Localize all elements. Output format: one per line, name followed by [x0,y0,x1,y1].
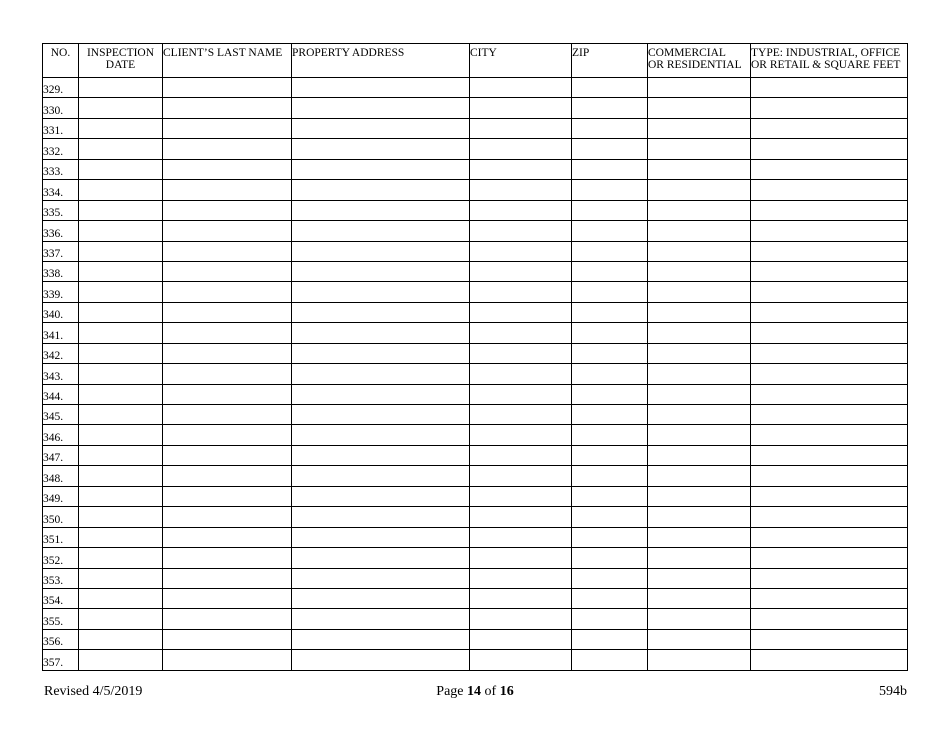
client-last-name-cell[interactable] [163,343,292,363]
city-cell[interactable] [470,98,572,118]
client-last-name-cell[interactable] [163,445,292,465]
zip-cell[interactable] [572,507,648,527]
zip-cell[interactable] [572,282,648,302]
type-cell[interactable] [751,425,908,445]
inspection-date-cell[interactable] [79,568,163,588]
city-cell[interactable] [470,384,572,404]
inspection-date-cell[interactable] [79,650,163,670]
column-header-no: NO. [43,44,79,78]
city-cell[interactable] [470,425,572,445]
type-cell[interactable] [751,507,908,527]
property-address-cell[interactable] [292,629,470,649]
row-number: 350. [43,507,79,527]
client-last-name-cell[interactable] [163,568,292,588]
city-cell[interactable] [470,180,572,200]
row-number: 336. [43,221,79,241]
row-number: 346. [43,425,79,445]
commercial-residential-cell[interactable] [648,629,751,649]
table-row [43,445,908,465]
row-number: 348. [43,466,79,486]
zip-cell[interactable] [572,384,648,404]
client-last-name-cell[interactable] [163,241,292,261]
city-cell[interactable] [470,466,572,486]
row-number: 344. [43,384,79,404]
inspection-date-cell[interactable] [79,282,163,302]
inspection-date-cell[interactable] [79,609,163,629]
commercial-residential-cell[interactable] [648,425,751,445]
type-cell[interactable] [751,200,908,220]
zip-cell[interactable] [572,629,648,649]
commercial-residential-cell[interactable] [648,323,751,343]
type-cell[interactable] [751,588,908,608]
property-address-cell[interactable] [292,139,470,159]
city-cell[interactable] [470,609,572,629]
table-row [43,548,908,568]
client-last-name-cell[interactable] [163,405,292,425]
type-cell[interactable] [751,261,908,281]
row-number: 340. [43,302,79,322]
commercial-residential-cell[interactable] [648,261,751,281]
property-address-cell[interactable] [292,98,470,118]
row-number: 342. [43,343,79,363]
column-header-zip: ZIP [572,44,648,78]
property-address-cell[interactable] [292,78,470,98]
zip-cell[interactable] [572,139,648,159]
zip-cell[interactable] [572,98,648,118]
table-row [43,609,908,629]
zip-cell[interactable] [572,241,648,261]
zip-cell[interactable] [572,650,648,670]
zip-cell[interactable] [572,302,648,322]
column-header-client-last-name: CLIENT’S LAST NAME [163,44,292,78]
client-last-name-cell[interactable] [163,159,292,179]
property-address-cell[interactable] [292,405,470,425]
row-number: 339. [43,282,79,302]
property-address-cell[interactable] [292,588,470,608]
inspection-date-cell[interactable] [79,78,163,98]
commercial-residential-cell[interactable] [648,609,751,629]
zip-cell[interactable] [572,445,648,465]
client-last-name-cell[interactable] [163,261,292,281]
client-last-name-cell[interactable] [163,180,292,200]
client-last-name-cell[interactable] [163,527,292,547]
city-cell[interactable] [470,323,572,343]
client-last-name-cell[interactable] [163,548,292,568]
type-cell[interactable] [751,221,908,241]
inspection-date-cell[interactable] [79,405,163,425]
property-address-cell[interactable] [292,548,470,568]
city-cell[interactable] [470,200,572,220]
property-address-cell[interactable] [292,364,470,384]
client-last-name-cell[interactable] [163,139,292,159]
property-address-cell[interactable] [292,221,470,241]
column-header-city: CITY [470,44,572,78]
city-cell[interactable] [470,78,572,98]
type-cell[interactable] [751,384,908,404]
city-cell[interactable] [470,241,572,261]
commercial-residential-cell[interactable] [648,588,751,608]
table-row [43,343,908,363]
city-cell[interactable] [470,118,572,138]
type-cell[interactable] [751,323,908,343]
type-cell[interactable] [751,343,908,363]
commercial-residential-cell[interactable] [648,200,751,220]
table-row [43,180,908,200]
table-row [43,425,908,445]
zip-cell[interactable] [572,466,648,486]
commercial-residential-cell[interactable] [648,221,751,241]
zip-cell[interactable] [572,261,648,281]
inspection-date-cell[interactable] [79,302,163,322]
property-address-cell[interactable] [292,180,470,200]
zip-cell[interactable] [572,588,648,608]
inspection-date-cell[interactable] [79,527,163,547]
table-row [43,302,908,322]
table-row [43,323,908,343]
client-last-name-cell[interactable] [163,118,292,138]
commercial-residential-cell[interactable] [648,527,751,547]
row-number: 332. [43,139,79,159]
page-prefix: Page [436,684,468,699]
type-cell[interactable] [751,609,908,629]
table-row [43,200,908,220]
client-last-name-cell[interactable] [163,507,292,527]
zip-cell[interactable] [572,221,648,241]
property-address-cell[interactable] [292,200,470,220]
commercial-residential-cell[interactable] [648,405,751,425]
table-row [43,139,908,159]
commercial-residential-cell[interactable] [648,568,751,588]
property-address-cell[interactable] [292,527,470,547]
table-row [43,650,908,670]
inspection-date-cell[interactable] [79,364,163,384]
property-address-cell[interactable] [292,568,470,588]
row-number: 334. [43,180,79,200]
zip-cell[interactable] [572,364,648,384]
client-last-name-cell[interactable] [163,609,292,629]
commercial-residential-cell[interactable] [648,118,751,138]
type-cell[interactable] [751,405,908,425]
property-address-cell[interactable] [292,486,470,506]
row-number: 337. [43,241,79,261]
type-cell[interactable] [751,548,908,568]
table-row [43,241,908,261]
row-number: 355. [43,609,79,629]
zip-cell[interactable] [572,118,648,138]
city-cell[interactable] [470,302,572,322]
column-header-commercial-residential: COMMERCIAL OR RESIDENTIAL [648,44,751,78]
row-number: 333. [43,159,79,179]
type-cell[interactable] [751,241,908,261]
table-row [43,159,908,179]
row-number: 345. [43,405,79,425]
column-header-property-address: PROPERTY ADDRESS [292,44,470,78]
type-cell[interactable] [751,650,908,670]
city-cell[interactable] [470,343,572,363]
commercial-residential-cell[interactable] [648,180,751,200]
header-row [43,44,908,78]
property-address-cell[interactable] [292,466,470,486]
type-cell[interactable] [751,78,908,98]
table-row [43,466,908,486]
inspection-date-cell[interactable] [79,466,163,486]
table-row [43,282,908,302]
inspection-date-cell[interactable] [79,200,163,220]
row-number: 343. [43,364,79,384]
property-address-cell[interactable] [292,323,470,343]
row-number: 349. [43,486,79,506]
inspection-date-cell[interactable] [79,507,163,527]
property-address-cell[interactable] [292,261,470,281]
commercial-residential-cell[interactable] [648,507,751,527]
city-cell[interactable] [470,364,572,384]
type-cell[interactable] [751,568,908,588]
zip-cell[interactable] [572,159,648,179]
type-cell[interactable] [751,98,908,118]
property-address-cell[interactable] [292,241,470,261]
type-cell[interactable] [751,118,908,138]
commercial-residential-cell[interactable] [648,466,751,486]
inspection-log-table [42,43,908,671]
commercial-residential-cell[interactable] [648,241,751,261]
table-row [43,527,908,547]
client-last-name-cell[interactable] [163,282,292,302]
form-code: 594b [879,684,907,699]
property-address-cell[interactable] [292,159,470,179]
property-address-cell[interactable] [292,609,470,629]
property-address-cell[interactable] [292,650,470,670]
table-row [43,384,908,404]
client-last-name-cell[interactable] [163,302,292,322]
commercial-residential-cell[interactable] [648,78,751,98]
zip-cell[interactable] [572,486,648,506]
client-last-name-cell[interactable] [163,221,292,241]
inspection-date-cell[interactable] [79,629,163,649]
commercial-residential-cell[interactable] [648,139,751,159]
type-cell[interactable] [751,629,908,649]
city-cell[interactable] [470,650,572,670]
table-row [43,98,908,118]
zip-cell[interactable] [572,568,648,588]
type-cell[interactable] [751,527,908,547]
property-address-cell[interactable] [292,445,470,465]
inspection-date-cell[interactable] [79,548,163,568]
commercial-residential-cell[interactable] [648,302,751,322]
property-address-cell[interactable] [292,118,470,138]
commercial-residential-cell[interactable] [648,486,751,506]
row-number: 356. [43,629,79,649]
commercial-residential-cell[interactable] [648,98,751,118]
commercial-residential-cell[interactable] [648,650,751,670]
page-total: 16 [499,684,514,699]
client-last-name-cell[interactable] [163,200,292,220]
inspection-date-cell[interactable] [79,98,163,118]
zip-cell[interactable] [572,609,648,629]
client-last-name-cell[interactable] [163,486,292,506]
row-number: 351. [43,527,79,547]
type-cell[interactable] [751,180,908,200]
commercial-residential-cell[interactable] [648,384,751,404]
inspection-date-cell[interactable] [79,588,163,608]
client-last-name-cell[interactable] [163,466,292,486]
city-cell[interactable] [470,568,572,588]
zip-cell[interactable] [572,527,648,547]
table-row [43,78,908,98]
zip-cell[interactable] [572,405,648,425]
inspection-date-cell[interactable] [79,425,163,445]
city-cell[interactable] [470,588,572,608]
page-mid: of [481,684,500,699]
table-row [43,507,908,527]
inspection-date-cell[interactable] [79,343,163,363]
zip-cell[interactable] [572,343,648,363]
type-cell[interactable] [751,139,908,159]
row-number: 357. [43,650,79,670]
table-row [43,588,908,608]
city-cell[interactable] [470,139,572,159]
table-row [43,568,908,588]
table-row [43,486,908,506]
table-row [43,261,908,281]
commercial-residential-cell[interactable] [648,343,751,363]
property-address-cell[interactable] [292,343,470,363]
city-cell[interactable] [470,629,572,649]
property-address-cell[interactable] [292,282,470,302]
property-address-cell[interactable] [292,507,470,527]
page-number [0,684,950,700]
zip-cell[interactable] [572,200,648,220]
client-last-name-cell[interactable] [163,629,292,649]
commercial-residential-cell[interactable] [648,548,751,568]
client-last-name-cell[interactable] [163,384,292,404]
row-number: 331. [43,118,79,138]
row-number: 353. [43,568,79,588]
page-current: 14 [467,684,482,699]
type-cell[interactable] [751,486,908,506]
city-cell[interactable] [470,527,572,547]
type-cell[interactable] [751,302,908,322]
city-cell[interactable] [470,221,572,241]
inspection-date-cell[interactable] [79,384,163,404]
column-header-type: TYPE: INDUSTRIAL, OFFICE OR RETAIL & SQUARE FEET [751,44,908,78]
commercial-residential-cell[interactable] [648,445,751,465]
city-cell[interactable] [470,507,572,527]
city-cell[interactable] [470,159,572,179]
revised-date: Revised 4/5/2019 [44,684,143,699]
inspection-date-cell[interactable] [79,241,163,261]
inspection-date-cell[interactable] [79,486,163,506]
row-number: 352. [43,548,79,568]
property-address-cell[interactable] [292,384,470,404]
inspection-date-cell[interactable] [79,180,163,200]
city-cell[interactable] [470,486,572,506]
inspection-date-cell[interactable] [79,139,163,159]
zip-cell[interactable] [572,323,648,343]
client-last-name-cell[interactable] [163,364,292,384]
row-number: 329. [43,78,79,98]
city-cell[interactable] [470,261,572,281]
type-cell[interactable] [751,159,908,179]
client-last-name-cell[interactable] [163,98,292,118]
table-row [43,221,908,241]
client-last-name-cell[interactable] [163,78,292,98]
property-address-cell[interactable] [292,425,470,445]
city-cell[interactable] [470,405,572,425]
city-cell[interactable] [470,548,572,568]
zip-cell[interactable] [572,425,648,445]
property-address-cell[interactable] [292,302,470,322]
inspection-date-cell[interactable] [79,261,163,281]
type-cell[interactable] [751,466,908,486]
table-row [43,364,908,384]
table-row [43,118,908,138]
inspection-date-cell[interactable] [79,159,163,179]
commercial-residential-cell[interactable] [648,364,751,384]
client-last-name-cell[interactable] [163,588,292,608]
inspection-date-cell[interactable] [79,323,163,343]
zip-cell[interactable] [572,180,648,200]
zip-cell[interactable] [572,548,648,568]
inspection-date-cell[interactable] [79,445,163,465]
row-number: 347. [43,445,79,465]
row-number: 341. [43,323,79,343]
row-number: 335. [43,200,79,220]
table-row [43,405,908,425]
client-last-name-cell[interactable] [163,425,292,445]
city-cell[interactable] [470,445,572,465]
commercial-residential-cell[interactable] [648,159,751,179]
commercial-residential-cell[interactable] [648,282,751,302]
row-number: 354. [43,588,79,608]
city-cell[interactable] [470,282,572,302]
client-last-name-cell[interactable] [163,323,292,343]
inspection-date-cell[interactable] [79,221,163,241]
row-number: 330. [43,98,79,118]
type-cell[interactable] [751,364,908,384]
type-cell[interactable] [751,282,908,302]
client-last-name-cell[interactable] [163,650,292,670]
column-header-inspection-date: INSPECTION DATE [79,44,163,78]
zip-cell[interactable] [572,78,648,98]
row-number: 338. [43,261,79,281]
inspection-date-cell[interactable] [79,118,163,138]
table-row [43,629,908,649]
type-cell[interactable] [751,445,908,465]
